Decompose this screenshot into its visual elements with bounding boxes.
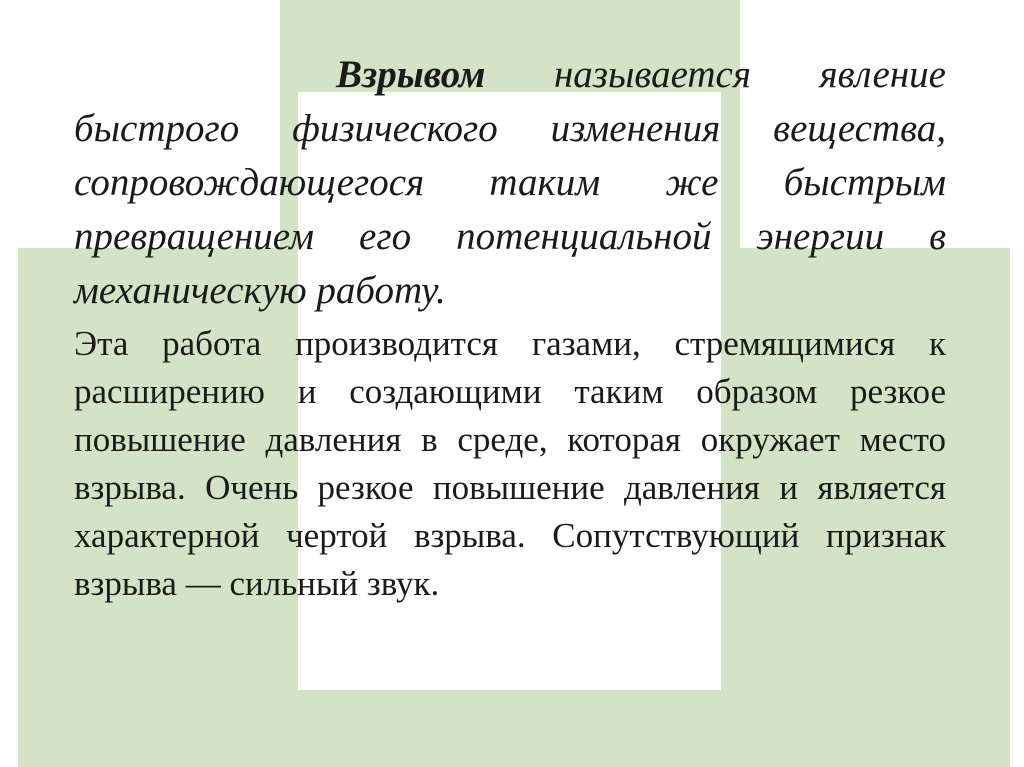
defined-term: Взрывом xyxy=(336,53,486,96)
slide-text-block xyxy=(74,48,946,608)
definition-text: называется явление быстрого физического изменения вещества, сопровождающегося таким же быстрым превращением его потенциальной энергии в механическую работу. xyxy=(74,53,946,312)
definition-paragraph xyxy=(74,48,946,318)
explanation-paragraph: Эта работа производится газами, стремящимися к расширению и создающими таким образом резкое повышение давления в среде, которая окружает место взрыва. Очень резкое повышение давления и является характерной чертой взрыва. Сопутствующий признак взрыва — сильный звук. xyxy=(74,324,946,603)
